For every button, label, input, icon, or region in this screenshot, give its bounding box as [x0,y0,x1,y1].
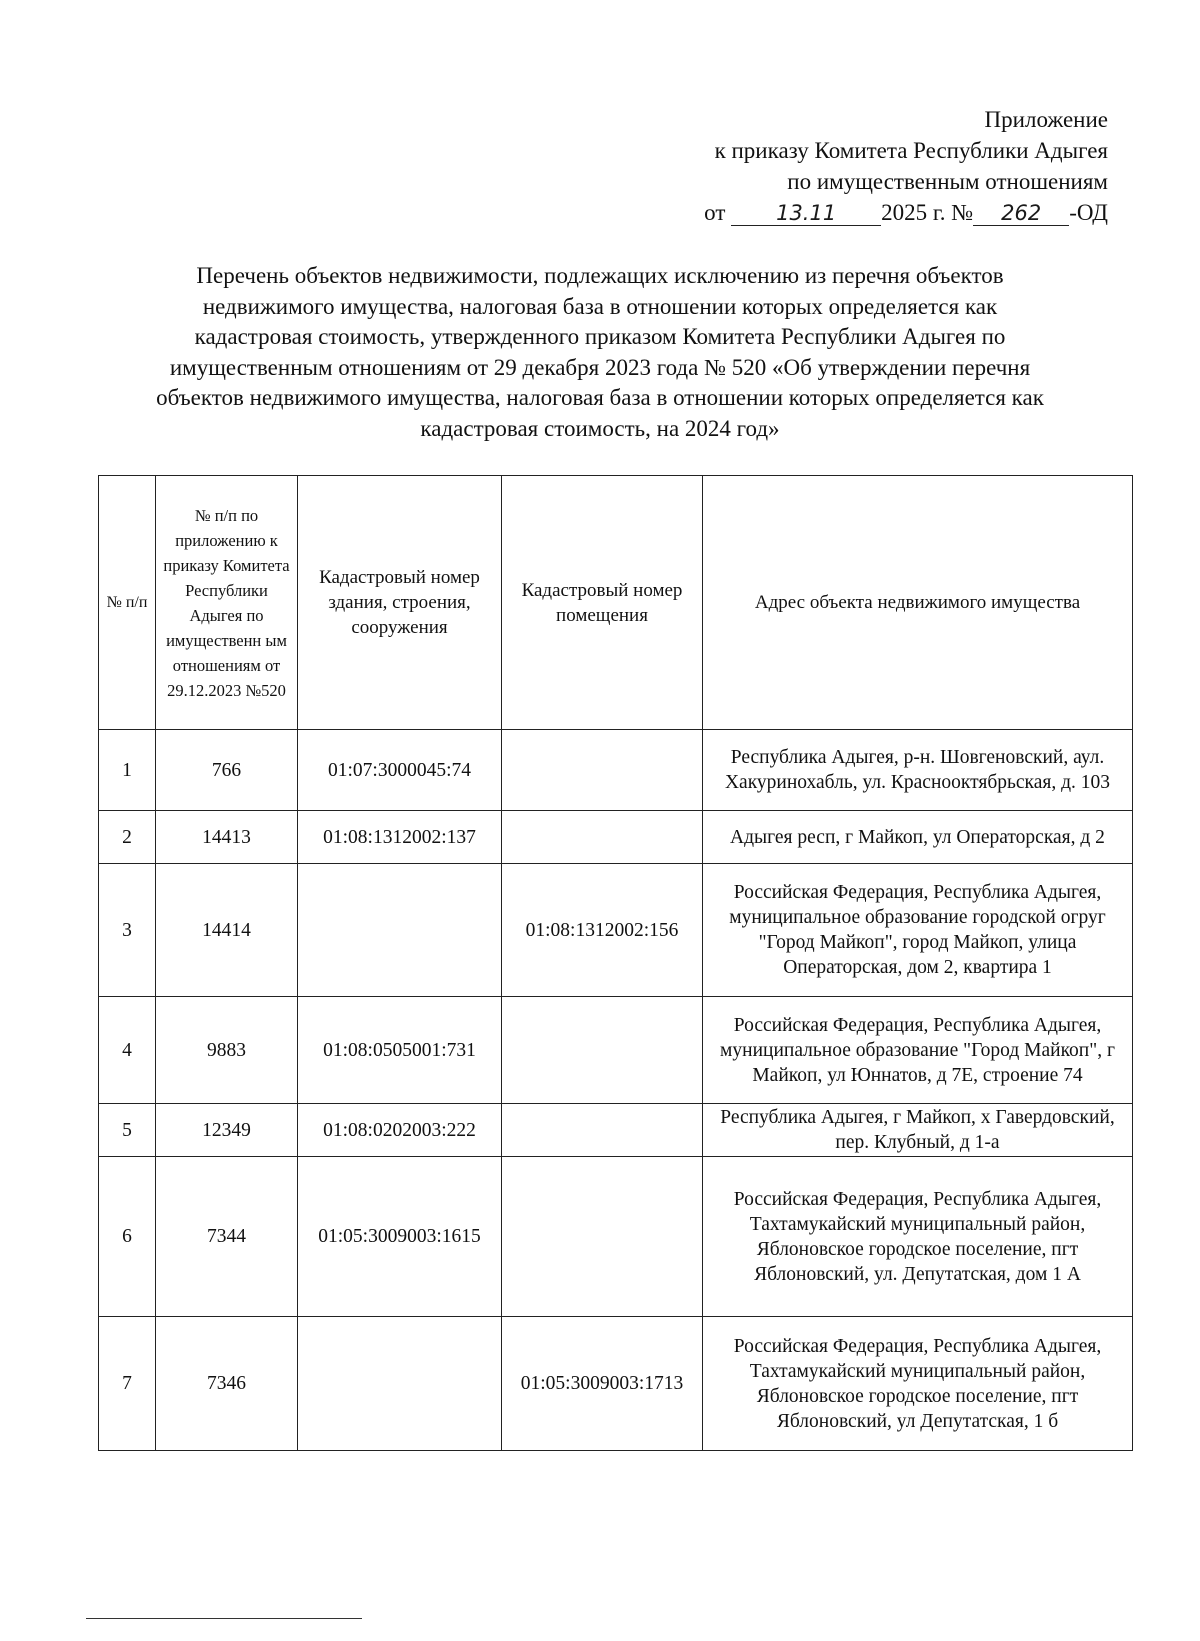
cell-room [502,1104,703,1157]
table-row [99,1317,1133,1451]
cell-room [502,997,703,1104]
cell-address: Российская Федерация, Республика Адыгея, муниципальное образование городской огруг "Город Майкоп", город Майкоп, улица Операторская, дом 2, квартира 1 [703,864,1133,997]
cell-address: Российская Федерация, Республика Адыгея, Тахтамукайский муниципальный район, Яблоновское городское поселение, пгт Яблоновский, ул Депутатская, 1 б [703,1317,1133,1451]
cell-num: 5 [99,1104,156,1157]
cell-room: 01:05:3009003:1713 [502,1317,703,1451]
title-line: Перечень объектов недвижимости, подлежащих исключению из перечня объектов [196,263,1004,288]
header-num: № п/п [99,476,156,730]
cell-num: 1 [99,730,156,811]
header-ref: № п/п по приложению к приказу Комитета Республики Адыгея по имущественн ым отношениям от 29.12.2023 №520 [156,476,298,730]
appendix-committee: по имущественным отношениям [787,169,1108,194]
cell-building: 01:05:3009003:1615 [298,1157,502,1317]
appendix-date-line [704,197,1108,228]
date-prefix: от [704,200,726,225]
cell-ref: 12349 [156,1104,298,1157]
cell-num: 2 [99,811,156,864]
handwritten-order-number: 262 [973,201,1069,226]
cell-room [502,811,703,864]
table-row [99,1104,1133,1157]
cell-address: Российская Федерация, Республика Адыгея, Тахтамукайский муниципальный район, Яблоновское городское поселение, пгт Яблоновский, ул. Депутатская, дом 1 А [703,1157,1133,1317]
footnote-divider [86,1618,362,1619]
handwritten-date: 13.11 [731,201,881,226]
table-row [99,997,1133,1104]
cell-room: 01:08:1312002:156 [502,864,703,997]
cell-num: 4 [99,997,156,1104]
cell-building [298,1317,502,1451]
table-row [99,730,1133,811]
title-line: имущественным отношениям от 29 декабря 2023 года № 520 «Об утверждении перечня [169,354,1031,380]
cell-building: 01:07:3000045:74 [298,730,502,811]
header-room-cadastral: Кадастровый номер помещения [502,476,703,730]
property-table [98,475,1133,1451]
title-line: недвижимого имущества, налоговая база в отношении которых определяется как [202,293,998,319]
cell-building [298,864,502,997]
cell-address: Республика Адыгея, г Майкоп, х Гавердовский, пер. Клубный, д 1-а [703,1104,1133,1157]
cell-address: Адыгея респ, г Майкоп, ул Операторская, д 2 [703,811,1133,864]
title-line: кадастровая стоимость, на 2024 год» [420,415,780,441]
cell-num: 7 [99,1317,156,1451]
cell-num: 6 [99,1157,156,1317]
cell-ref: 7346 [156,1317,298,1451]
cell-ref: 766 [156,730,298,811]
header-address: Адрес объекта недвижимого имущества [703,476,1133,730]
appendix-title: Приложение [984,107,1108,132]
table-row [99,811,1133,864]
cell-building: 01:08:0505001:731 [298,997,502,1104]
cell-ref: 14414 [156,864,298,997]
table-header-row [99,476,1133,730]
cell-num: 3 [99,864,156,997]
year-text: 2025 г. № [881,200,974,225]
cell-building: 01:08:1312002:137 [298,811,502,864]
title-line: кадастровая стоимость, утвержденного приказом Комитета Республики Адыгея по [194,324,1006,350]
cell-building: 01:08:0202003:222 [298,1104,502,1157]
title-line: объектов недвижимого имущества, налоговая база в отношении которых определяется как [156,385,1044,411]
document-title [60,261,1140,445]
appendix-header [704,104,1108,228]
order-suffix: -ОД [1069,200,1108,225]
header-building-cadastral: Кадастровый номер здания, строения, сооружения [298,476,502,730]
cell-room [502,730,703,811]
cell-ref: 7344 [156,1157,298,1317]
cell-ref: 14413 [156,811,298,864]
table-row [99,1157,1133,1317]
cell-address: Российская Федерация, Республика Адыгея, муниципальное образование "Город Майкоп", г Майкоп, ул Юннатов, д 7Е, строение 74 [703,997,1133,1104]
cell-ref: 9883 [156,997,298,1104]
cell-address: Республика Адыгея, р-н. Шовгеновский, аул. Хакуринохабль, ул. Краснооктябрьская, д. 103 [703,730,1133,811]
appendix-order-ref: к приказу Комитета Республики Адыгея [714,138,1108,163]
cell-room [502,1157,703,1317]
table-row [99,864,1133,997]
